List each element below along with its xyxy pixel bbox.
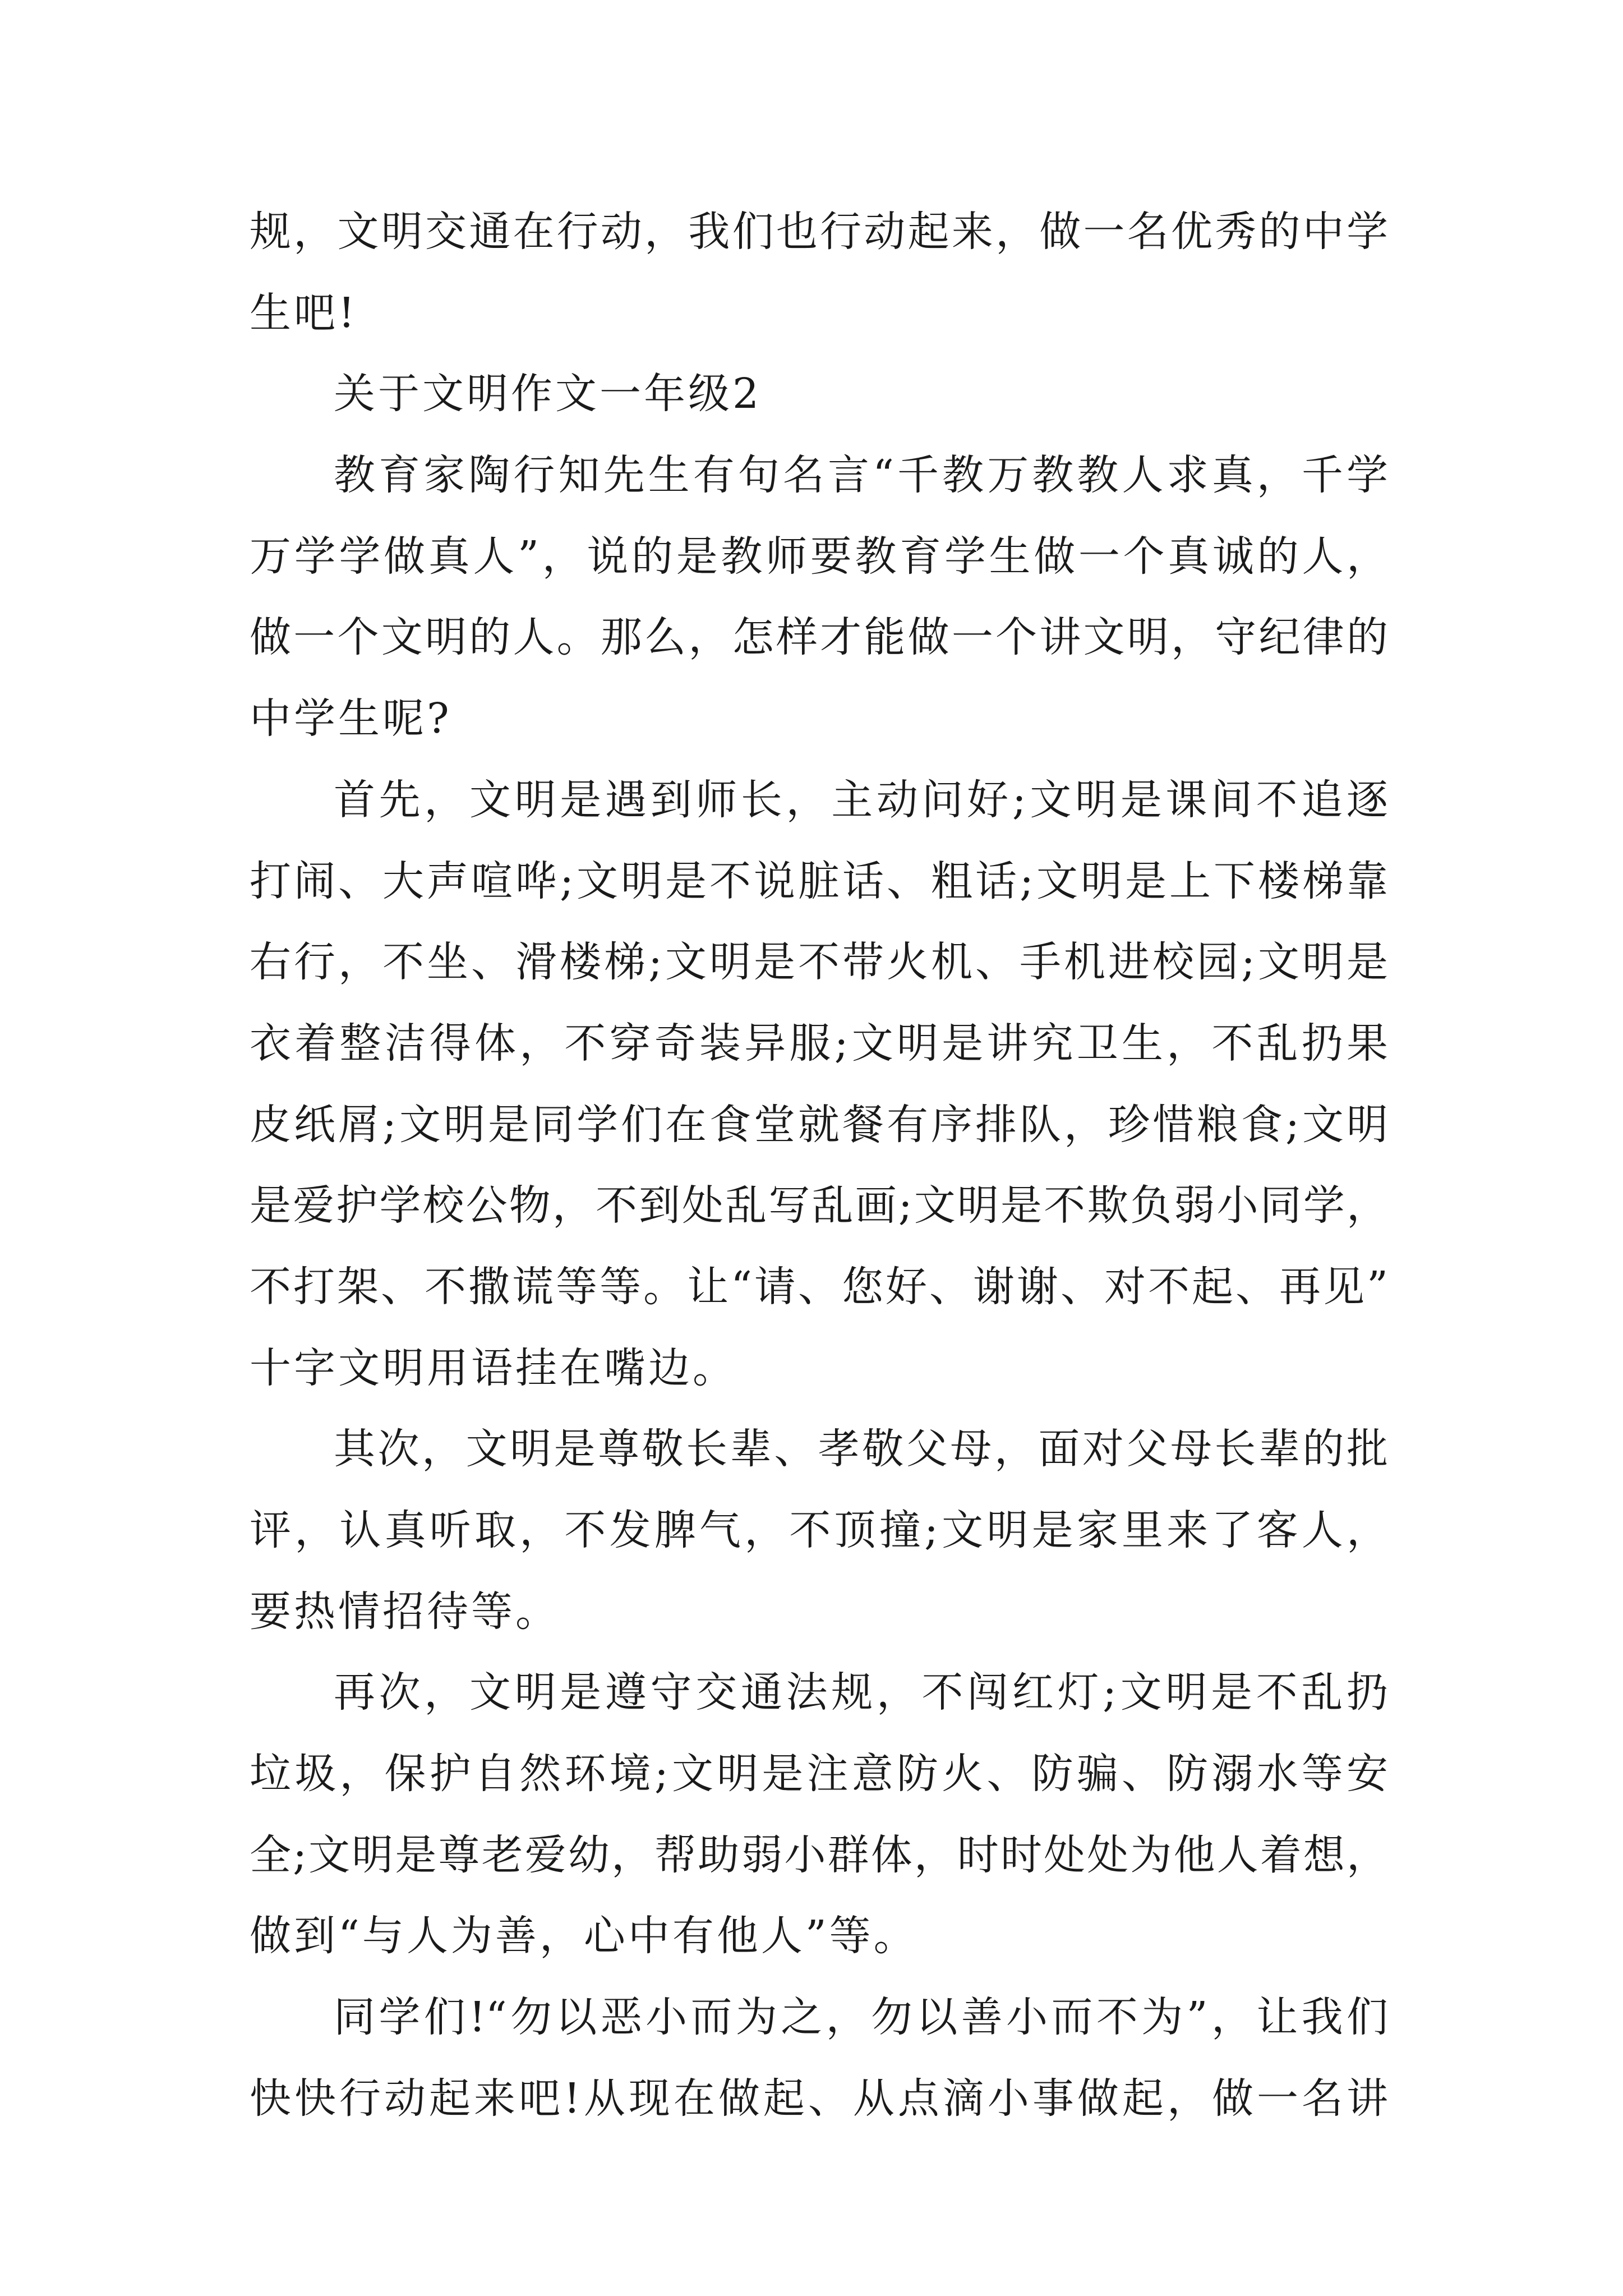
text-line: 要热情招待等。: [250, 1587, 560, 1636]
text-line: 皮纸屑;文明是同学们在食堂就餐有序排队，珍惜粮食;文明: [250, 1100, 1388, 1149]
text-line: 生吧!: [250, 288, 358, 337]
text-line: 其次，文明是尊敬长辈、孝敬父母，面对父母长辈的批: [334, 1425, 1388, 1474]
text-line: 是爱护学校公物，不到处乱写乱画;文明是不欺负弱小同学，: [250, 1181, 1388, 1230]
section-heading: 关于文明作文一年级2: [334, 370, 762, 418]
text-line: 不打架、不撒谎等等。让“请、您好、谢谢、对不起、再见”: [250, 1262, 1388, 1311]
text-line: 规，文明交通在行动，我们也行动起来，做一名优秀的中学: [250, 208, 1388, 256]
text-line: 再次，文明是遵守交通法规，不闯红灯;文明是不乱扔: [334, 1668, 1388, 1717]
text-line: 十字文明用语挂在嘴边。: [250, 1343, 737, 1392]
text-line: 做到“与人为善，心中有他人”等。: [250, 1912, 918, 1961]
text-line: 同学们!“勿以恶小而为之，勿以善小而不为”，让我们: [334, 1993, 1388, 2042]
text-line: 教育家陶行知先生有句名言“千教万教教人求真，千学: [334, 451, 1388, 500]
text-line: 万学学做真人”，说的是教师要教育学生做一个真诚的人，: [250, 532, 1388, 581]
text-line: 中学生呢?: [250, 694, 452, 743]
text-line: 垃圾，保护自然环境;文明是注意防火、防骗、防溺水等安: [250, 1750, 1388, 1798]
text-line: 快快行动起来吧!从现在做起、从点滴小事做起，做一名讲: [250, 2074, 1388, 2123]
text-line: 首先，文明是遇到师长，主动问好;文明是课间不追逐: [334, 775, 1388, 824]
text-line: 全;文明是尊老爱幼，帮助弱小群体，时时处处为他人着想，: [250, 1830, 1388, 1879]
text-line: 做一个文明的人。那么，怎样才能做一个讲文明，守纪律的: [250, 613, 1388, 662]
document-body: [250, 206, 1388, 2155]
text-line: 右行，不坐、滑楼梯;文明是不带火机、手机进校园;文明是: [250, 938, 1388, 987]
text-line: 衣着整洁得体，不穿奇装异服;文明是讲究卫生，不乱扔果: [250, 1019, 1388, 1068]
text-line: 打闹、大声喧哗;文明是不说脏话、粗话;文明是上下楼梯靠: [250, 857, 1388, 905]
text-line: 评，认真听取，不发脾气，不顶撞;文明是家里来了客人，: [250, 1506, 1388, 1554]
